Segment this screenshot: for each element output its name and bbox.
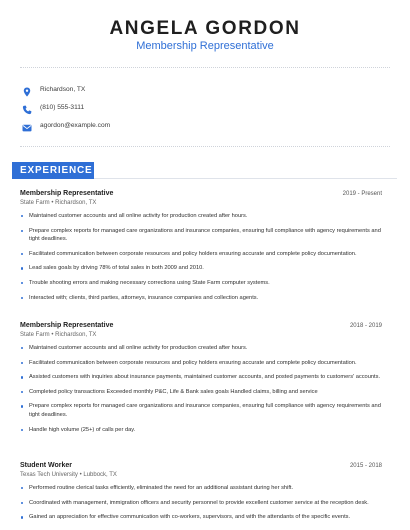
bullet-item: Prepare complex reports for managed care organizations and insurance companies, ensuring full compliance with agency requirements and tight deadlines. [20, 402, 382, 419]
bullet-item: Lead sales goals by driving 78% of total sales in both 2009 and 2010. [20, 264, 382, 273]
section-underline [94, 178, 397, 179]
job-dates: 2018 - 2019 [349, 323, 382, 329]
job-entry [20, 462, 382, 528]
job-company-line: State Farm • Richardson, TX [20, 200, 97, 206]
job-location: Richardson, TX [55, 332, 97, 338]
job-entry [20, 190, 382, 308]
job-bullets [20, 212, 382, 302]
job-bullets [20, 344, 382, 434]
bullet-item: Facilitated communication between corporate resources and policy holders ensuring accurate and complete policy documentation. [20, 250, 382, 259]
job-company: State Farm [20, 200, 50, 206]
job-location: Lubbock, TX [83, 472, 117, 478]
candidate-name: ANGELA GORDON [109, 18, 301, 39]
divider [20, 67, 390, 68]
job-dates: 2015 - 2018 [349, 463, 382, 469]
bullet-item: Maintained customer accounts and all online activity for production created after hours. [20, 344, 382, 353]
job-bullets [20, 484, 382, 522]
job-title: Membership Representative [20, 322, 114, 329]
job-entry [20, 322, 382, 440]
phone-icon [22, 102, 32, 112]
bullet-item: Performed routine clerical tasks efficiently, eliminated the need for an additional assistant during her shift. [20, 484, 382, 493]
section-heading-experience: EXPERIENCE [12, 162, 94, 179]
contact-email [22, 120, 110, 130]
job-location: Richardson, TX [55, 200, 97, 206]
job-company-line: Texas Tech University • Lubbock, TX [20, 472, 117, 478]
location-pin-icon [22, 84, 32, 94]
job-title: Student Worker [20, 462, 72, 469]
job-title-header: Membership Representative [136, 40, 274, 52]
job-company-line: State Farm • Richardson, TX [20, 332, 97, 338]
divider [20, 146, 390, 147]
job-company: Texas Tech University [20, 472, 78, 478]
bullet-item: Handle high volume (25+) of calls per day. [20, 426, 382, 435]
bullet-item: Trouble shooting errors and making necessary corrections using State Farm computer systems. [20, 279, 382, 288]
job-title: Membership Representative [20, 190, 114, 197]
contact-phone [22, 102, 84, 112]
contact-phone-text: (810) 555-3111 [40, 103, 85, 111]
bullet-item: Assisted customers with inquiries about insurance payments, maintained customer accounts, and posted payments to customers' accounts. [20, 373, 382, 382]
email-icon [22, 120, 32, 130]
contact-location [22, 84, 85, 94]
contact-location-text: Richardson, TX [40, 85, 86, 93]
bullet-item: Coordinated with management, immigration officers and security personnel to provide excellent customer service at the reception desk. [20, 499, 382, 508]
contact-email-text: agordon@example.com [40, 121, 111, 129]
bullet-item: Interacted with; clients, third parties, attorneys, insurance companies and collection agents. [20, 294, 382, 303]
bullet-item: Prepare complex reports for managed care organizations and insurance companies, ensuring full compliance with agency requirements and tight deadlines. [20, 227, 382, 244]
bullet-item: Completed policy transactions Exceeded monthly P&C, Life & Bank sales goals Handled claims, billing and service [20, 388, 382, 397]
bullet-item: Maintained customer accounts and all online activity for production created after hours. [20, 212, 382, 221]
job-company: State Farm [20, 332, 50, 338]
job-dates: 2019 - Present [342, 191, 382, 197]
bullet-item: Facilitated communication between corporate resources and policy holders ensuring accurate and complete policy documentation. [20, 359, 382, 368]
bullet-item: Gained an appreciation for effective communication with co-workers, supervisors, and with the attendants of the specific events. [20, 513, 382, 522]
